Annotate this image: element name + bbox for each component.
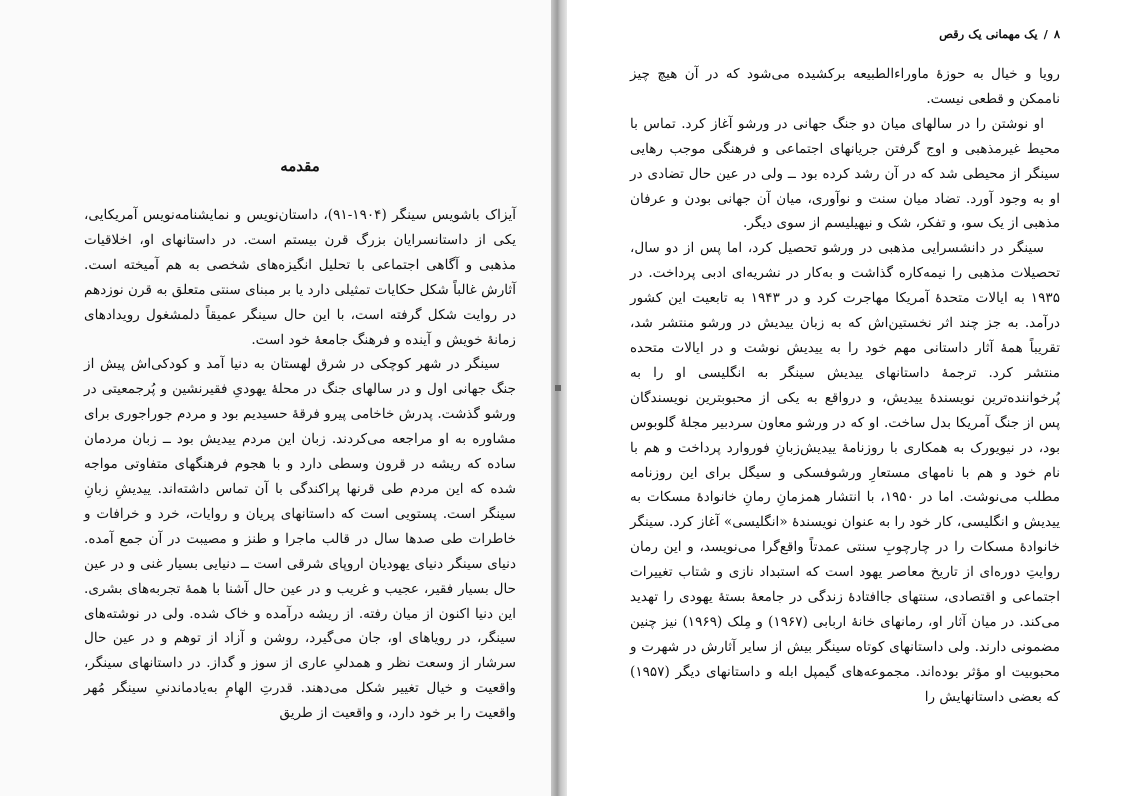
left-page <box>0 0 551 796</box>
running-header <box>630 27 1060 41</box>
paragraph: رویا و خیال به حوزهٔ ماوراءالطبیعه برکشیده می‌شود که در آن هیچ چیز ناممکن و قطعی نیست. <box>630 66 1060 107</box>
paragraph: او نوشتن را در سالهای میان دو جنگ جهانی در ورشو آغاز کرد. تماس با محیط غیرمذهبی و اوج گرفتن جریانهای اجتماعی و فرهنگی موجب رهایی سینگر از محیطی شد که در آن رشد کرده بود ــ ولی در عین حال تضادی در او به وجود آورد. تضاد میان سنت و نوآوری، میان آن جهانی بودن و عرفان مذهبی از یک سو، و تفکر، شک و نیهیلیسم از سوی دیگر. <box>630 115 1060 232</box>
paragraph: سینگر در شهر کوچکی در شرق لهستان به دنیا آمد و کودکی‌اش پیش از جنگ جهانی اول و در سالهای جنگ در محلهٔ یهودیِ فقیرنشین و پُرجمعیتی در ورشو گذشت. پدرش خاخامی پیرو فرقهٔ حسیدیم بود و مردم جوراجوری برای مشاوره به او مراجعه می‌کردند. زبان این مردم ییدیش بود ــ زبان مردمان ساده که ریشه در قرون وسطی دارد و با هجوم فرهنگهای متفاوتی مواجه شده که این مردم طی قرنها پراکندگی با آن تماس داشته‌اند. ییدیشِ زبانِ سینگر است. پستویی است که داستانهای پریان و روایات، خرد و خرافات و خاطرات طی صدها سال در قالب ماجرا و طنز و مصیبت در آن جمع آمده. دنیای سینگر دنیای یهودیان اروپای شرقی است ــ دنیایی بسیار غنی و در عین حال بسیار فقیر، عجیب و غریب و در عین حال آشنا با همهٔ تجربه‌های بشری. این دنیا اکنون از میان رفته. از ریشه درآمده و خاک شده. ولی در نوشته‌های سینگر، در رویاهای او، جان می‌گیرد، روشن و آزاد از توهم و در عین حال سرشار از وسعت نظر و همدلیِ عاری از سوز و گداز. در داستانهای سینگر، واقعیت و خیال تغییر شکل می‌دهند. قدرتِ الهامِ به‌یادماندنیِ سینگر مُهر واقعیت را بر خود دارد، و واقعیت از طریق <box>84 356 516 722</box>
gutter-mark <box>555 385 561 391</box>
page-number: ۸ <box>1053 27 1060 41</box>
book-gutter <box>551 0 567 796</box>
right-page-text <box>630 62 1060 710</box>
chapter-title: مقدمه <box>280 157 320 175</box>
header-separator: / <box>1043 27 1048 41</box>
paragraph: آیزاک باشویس سینگر (۱۹۰۴-۹۱)، داستان‌نویس و نمایشنامه‌نویس آمریکایی، یکی از داستانسرایان بزرگ قرن بیستم است. در داستانهای او، اخلاقیات مذهبی و آگاهی اجتماعی با تحلیل انگیزه‌های شخصی به هم آمیخته است. آثارش غالباً شکل حکایات تمثیلی دارد یا بر مبنای سنتی متعلق به قرن نوزدهم در روایت شکل گرفته است، با این حال سینگر عمیقاً دلمشغول رویدادهای زمانهٔ خویش و آینده و فرهنگ جامعهٔ خود است. <box>84 207 517 348</box>
paragraph: سینگر در دانشسرایی مذهبی در ورشو تحصیل کرد، اما پس از دو سال، تحصیلات مذهبی را نیمه‌کاره گذاشت و به‌کار در نشریه‌ای ادبی پرداخت. در ۱۹۳۵ به ایالات متحدهٔ آمریکا مهاجرت کرد و در ۱۹۴۳ به تابعیت این کشور درآمد. به جز چند اثر نخستین‌اش که به زبان ییدیش در ورشو منتشر شد، تقریباً همهٔ آثار داستانی مهم خود را به ییدیش نوشت و در ایالات متحده منتشر کرد. ترجمهٔ داستانهای ییدیش سینگر به انگلیسی او را به پُرخواننده‌ترین نویسندهٔ ییدیش، و درواقع به یکی از محبوبترین نویسندگان پس از جنگ آمریکا بدل ساخت. او که در ورشو معاون سردبیر مجلهٔ گلوبوس بود، در نیویورک به همکاری با روزنامهٔ ییدیش‌زبانِ فوروارد پرداخت و هم با نام خود و هم با نامهای مستعارِ ورشوفسکی و سیگل برای این روزنامه مطلب می‌نوشت. اما در ۱۹۵۰، با انتشار همزمانِ رمانِ خانوادهٔ مسکات به ییدیش و انگلیسی، کار خود را به عنوان نویسندهٔ «انگلیسی» آغاز کرد. سینگر خانوادهٔ مسکات را در چارچوبِ سنتی عمدتاً واقع‌گرا می‌نویسد، و این رمان روایتِ دوره‌ای از تاریخ معاصر یهود است که استبداد نازی و شتاب تغییرات اجتماعی و اقتصادی، سنتهای جاافتادهٔ زندگی در جامعهٔ بستهٔ یهودی را تهدید می‌کند. در میان آثار او، رمانهای خانهٔ اربابی (۱۹۶۷) و مِلک (۱۹۶۹) نیز چنین مضمونی دارند. ولی داستانهای کوتاه سینگر بیش از سایر آثارش در شهرت و محبوبیت او مؤثر بوده‌اند. مجموعه‌های گیمپل ابله و داستانهای دیگر (۱۹۵۷) که بعضی داستانهایش را <box>630 240 1061 705</box>
left-page-text <box>84 203 516 726</box>
book-title: یک مهمانی یک رقص <box>939 27 1038 41</box>
